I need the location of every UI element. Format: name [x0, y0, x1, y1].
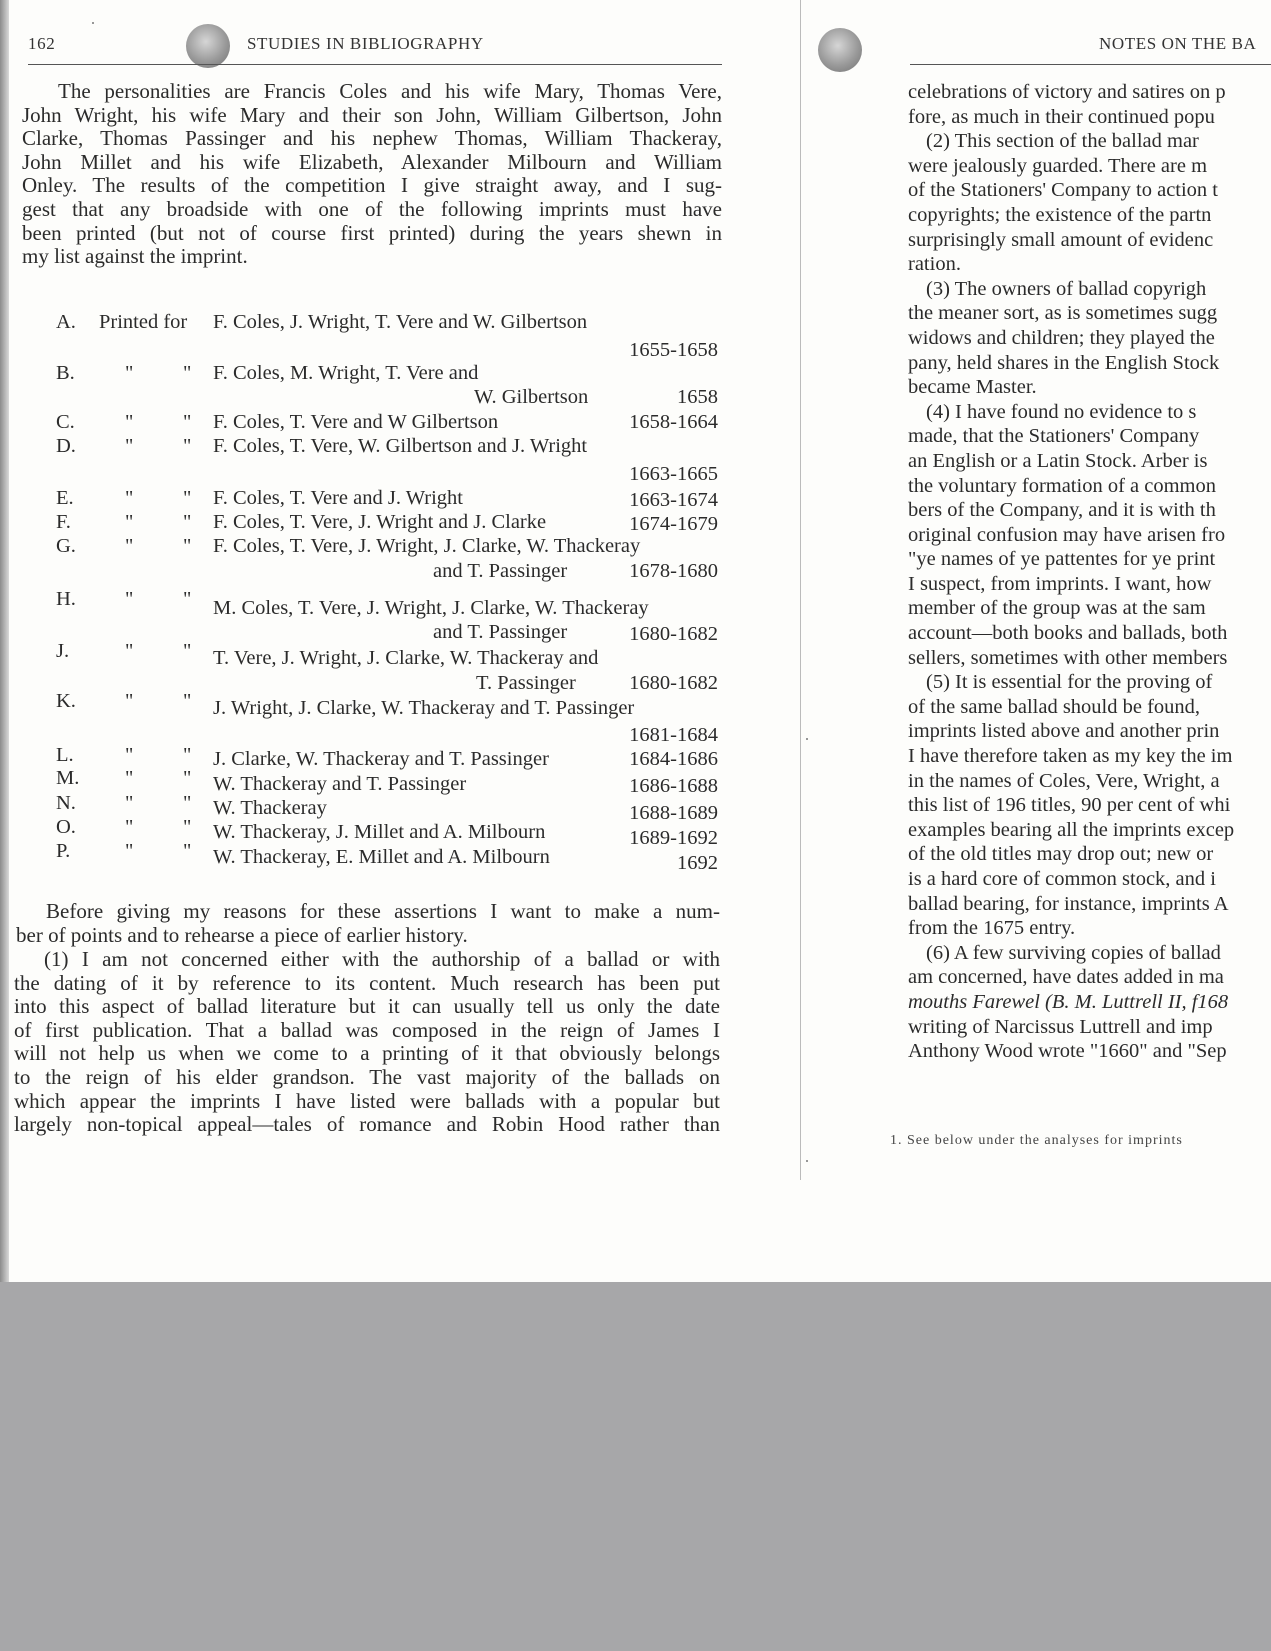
- text-line: ber of points and to rehearse a piece of earlier history.: [16, 922, 468, 947]
- text-line: I have therefore taken as my key the im: [908, 745, 1233, 768]
- imprint-letter: N.: [56, 792, 76, 814]
- imprint-years: 1692: [677, 852, 718, 874]
- ditto-mark: ": [125, 435, 134, 457]
- running-head-right: NOTES ON THE BA: [1099, 34, 1257, 53]
- text-line: which appear the imprints I have listed were ballads with a popular but: [14, 1088, 720, 1113]
- imprint-years: 1658-1664: [629, 411, 718, 433]
- imprint-names: W. Thackeray and T. Passinger: [213, 773, 467, 795]
- imprint-prefix: Printed for: [99, 311, 188, 333]
- ditto-mark: ": [125, 640, 134, 662]
- running-head-left: STUDIES IN BIBLIOGRAPHY: [247, 34, 484, 53]
- imprint-years: 1688-1689: [629, 802, 718, 824]
- imprint-letter: A.: [56, 311, 76, 333]
- imprint-years: 1686-1688: [629, 775, 718, 797]
- imprint-names: F. Coles, T. Vere and W Gilbertson: [213, 411, 499, 433]
- text-line: been printed (but not of course first printed) during the years shewn in: [22, 220, 722, 245]
- footnote: 1. See below under the analyses for imprints: [890, 1133, 1183, 1148]
- paragraph-point-1: [14, 948, 720, 1137]
- text-line: "ye names of ye pattentes for ye print: [908, 548, 1216, 571]
- text-line: Before giving my reasons for these assertions I want to make a num-: [46, 899, 720, 923]
- ditto-mark: ": [125, 792, 134, 814]
- ditto-mark: ": [183, 511, 192, 533]
- text-line: copyrights; the existence of the partn: [908, 203, 1212, 226]
- text-line: my list against the imprint.: [22, 244, 248, 269]
- imprint-years: 1680-1682: [629, 623, 718, 645]
- imprint-letter: J.: [56, 640, 70, 662]
- text-line: widows and children; they played the: [908, 326, 1215, 349]
- imprint-years: 1689-1692: [629, 827, 718, 849]
- imprint-names: W. Thackeray, J. Millet and A. Milbourn: [213, 821, 546, 843]
- imprint-years: 1663-1674: [629, 489, 718, 511]
- text-line: John Millet and his wife Elizabeth, Alexander Milbourn and William: [22, 149, 722, 174]
- right-page-text: [908, 80, 1271, 1064]
- text-line: mouths Farewel (B. M. Luttrell II, f168: [908, 990, 1229, 1013]
- imprint-letter: H.: [56, 588, 76, 610]
- text-line: Anthony Wood wrote "1660" and "Sep: [908, 1040, 1227, 1063]
- text-line: (5) It is essential for the proving of: [926, 671, 1213, 694]
- scan-speck: [92, 22, 94, 24]
- imprint-names-cont: W. Gilbertson: [474, 386, 589, 408]
- imprint-years: 1684-1686: [629, 748, 718, 770]
- imprint-years: 1655-1658: [629, 339, 718, 361]
- ditto-mark: ": [183, 690, 192, 712]
- ditto-mark: ": [183, 640, 192, 662]
- imprint-years: 1663-1665: [629, 463, 718, 485]
- ditto-mark: ": [183, 435, 192, 457]
- text-line: will not help us when we come to a printing of it that obviously belongs: [14, 1041, 720, 1066]
- text-line: member of the group was at the sam: [908, 597, 1206, 620]
- imprint-letter: C.: [56, 411, 75, 433]
- ditto-mark: ": [183, 411, 192, 433]
- ditto-mark: ": [125, 535, 134, 557]
- paragraph-personalities: [22, 80, 722, 269]
- text-line: Onley. The results of the competition I give straight away, and I sug-: [22, 173, 722, 198]
- text-line: in the names of Coles, Vere, Wright, a: [908, 769, 1220, 792]
- text-line: (6) A few surviving copies of ballad: [926, 941, 1221, 964]
- scan-speck: [806, 1160, 808, 1162]
- ditto-mark: ": [125, 588, 134, 610]
- ditto-mark: ": [183, 767, 192, 789]
- ditto-mark: ": [125, 767, 134, 789]
- imprint-names-cont: and T. Passinger: [433, 621, 568, 643]
- imprint-names: F. Coles, T. Vere, J. Wright and J. Clarke: [213, 511, 547, 533]
- ditto-mark: ": [125, 690, 134, 712]
- imprint-names: T. Vere, J. Wright, J. Clarke, W. Thackeray and: [213, 647, 599, 669]
- imprint-letter: K.: [56, 690, 76, 712]
- text-line: the voluntary formation of a common: [908, 474, 1216, 497]
- imprint-years: 1658: [677, 386, 718, 408]
- imprint-years: 1681-1684: [629, 724, 718, 746]
- text-line: were jealously guarded. There are m: [908, 154, 1208, 177]
- text-line: the meaner sort, as is sometimes sugg: [908, 302, 1218, 325]
- imprint-names: M. Coles, T. Vere, J. Wright, J. Clarke, W. Thackeray: [213, 597, 649, 619]
- ditto-mark: ": [125, 816, 134, 838]
- text-line: fore, as much in their continued popu: [908, 105, 1215, 128]
- ditto-mark: ": [183, 792, 192, 814]
- text-line: celebrations of victory and satires on p: [908, 81, 1226, 103]
- text-line: of the Stationers' Company to action t: [908, 179, 1219, 202]
- imprint-years: 1678-1680: [629, 560, 718, 582]
- imprint-letter: E.: [56, 487, 74, 509]
- text-line: (3) The owners of ballad copyrigh: [926, 277, 1207, 300]
- text-line: gest that any broadside with one of the following imprints must have: [22, 196, 722, 221]
- imprint-letter: G.: [56, 535, 76, 557]
- text-line: The personalities are Francis Coles and his wife Mary, Thomas Vere,: [58, 79, 722, 103]
- ditto-mark: ": [183, 535, 192, 557]
- text-line: an English or a Latin Stock. Arber is: [908, 449, 1208, 472]
- text-line: surprisingly small amount of evidenc: [908, 228, 1214, 251]
- text-line: Clarke, Thomas Passinger and his nephew Thomas, William Thackeray,: [22, 126, 722, 151]
- text-line: bers of the Company, and it is with th: [908, 499, 1216, 522]
- gutter-line: [800, 0, 801, 1180]
- text-line: John Wright, his wife Mary and their son John, William Gilbertson, John: [22, 102, 722, 127]
- ditto-mark: ": [183, 744, 192, 766]
- ditto-mark: ": [125, 487, 134, 509]
- imprint-names: W. Thackeray: [213, 797, 327, 819]
- text-line: largely non-topical appeal—tales of romance and Robin Hood rather than: [14, 1112, 720, 1137]
- text-line: am concerned, have dates added in ma: [908, 966, 1224, 989]
- imprint-names: J. Wright, J. Clarke, W. Thackeray and T. Passinger: [213, 697, 635, 719]
- imprint-names: F. Coles, T. Vere, W. Gilbertson and J. Wright: [213, 435, 588, 457]
- ditto-mark: ": [183, 816, 192, 838]
- ditto-mark: ": [125, 744, 134, 766]
- text-line: imprints listed above and another prin: [908, 720, 1220, 743]
- text-line: I suspect, from imprints. I want, how: [908, 572, 1212, 595]
- imprint-letter: B.: [56, 362, 75, 384]
- scan-speck: [806, 738, 808, 740]
- imprint-names: F. Coles, T. Vere, J. Wright, J. Clarke, W. Thackeray: [213, 535, 641, 557]
- text-line: (1) I am not concerned either with the authorship of a ballad or with: [44, 947, 720, 971]
- text-line: ballad bearing, for instance, imprints A: [908, 892, 1229, 915]
- text-line: sellers, sometimes with other members: [908, 646, 1228, 669]
- text-line: of the same ballad should be found,: [908, 695, 1201, 718]
- imprint-names: J. Clarke, W. Thackeray and T. Passinger: [213, 748, 549, 770]
- imprint-years: 1680-1682: [629, 672, 718, 694]
- text-line: account—both books and ballads, both: [908, 622, 1228, 645]
- ditto-mark: ": [125, 511, 134, 533]
- imprint-letter: M.: [56, 767, 80, 789]
- text-line: became Master.: [908, 376, 1037, 399]
- header-rule-right: [910, 64, 1271, 65]
- ditto-mark: ": [183, 840, 192, 862]
- imprint-letter: D.: [56, 435, 76, 457]
- text-line: examples bearing all the imprints excep: [908, 818, 1235, 841]
- imprint-names-cont: T. Passinger: [476, 672, 576, 694]
- punch-hole-right: [818, 28, 862, 72]
- imprint-names: W. Thackeray, E. Millet and A. Milbourn: [213, 846, 550, 868]
- imprint-letter: F.: [56, 511, 71, 533]
- text-line: of first publication. That a ballad was composed in the reign of James I: [14, 1017, 720, 1042]
- ditto-mark: ": [183, 588, 192, 610]
- header-rule-left: [28, 64, 722, 65]
- imprint-names-cont: and T. Passinger: [433, 560, 568, 582]
- text-line: (4) I have found no evidence to s: [926, 400, 1197, 423]
- imprint-years: 1674-1679: [629, 513, 718, 535]
- ditto-mark: ": [125, 840, 134, 862]
- imprint-letter: O.: [56, 816, 76, 838]
- ditto-mark: ": [183, 362, 192, 384]
- page-number: 162: [28, 34, 56, 53]
- punch-hole-left: [186, 24, 230, 68]
- imprint-names: F. Coles, M. Wright, T. Vere and: [213, 362, 479, 384]
- text-line: this list of 196 titles, 90 per cent of whi: [908, 794, 1231, 817]
- imprint-names: F. Coles, T. Vere and J. Wright: [213, 487, 463, 509]
- imprint-names: F. Coles, J. Wright, T. Vere and W. Gilbertson: [213, 311, 588, 333]
- text-line: (2) This section of the ballad mar: [926, 130, 1199, 153]
- text-line: from the 1675 entry.: [908, 917, 1076, 940]
- paragraph-before-reasons: [16, 900, 720, 947]
- text-line: original confusion may have arisen fro: [908, 523, 1226, 546]
- text-line: made, that the Stationers' Company: [908, 425, 1200, 448]
- ditto-mark: ": [125, 362, 134, 384]
- text-line: ration.: [908, 253, 961, 276]
- ditto-mark: ": [183, 487, 192, 509]
- text-line: pany, held shares in the English Stock: [908, 351, 1220, 374]
- text-line: is a hard core of common stock, and i: [908, 868, 1216, 890]
- text-line: of the old titles may drop out; new or: [908, 843, 1214, 866]
- imprint-letter: P.: [56, 840, 71, 862]
- page-edge-shadow: [0, 0, 9, 1282]
- imprint-letter: L.: [56, 744, 74, 766]
- text-line: writing of Narcissus Luttrell and imp: [908, 1015, 1213, 1038]
- text-line: into this aspect of ballad literature but it can usually tell us only the date: [14, 994, 720, 1019]
- text-line: the dating of it by reference to its content. Much research has been put: [14, 970, 720, 995]
- text-line: to the reign of his elder grandson. The vast majority of the ballads on: [14, 1064, 720, 1089]
- ditto-mark: ": [125, 411, 134, 433]
